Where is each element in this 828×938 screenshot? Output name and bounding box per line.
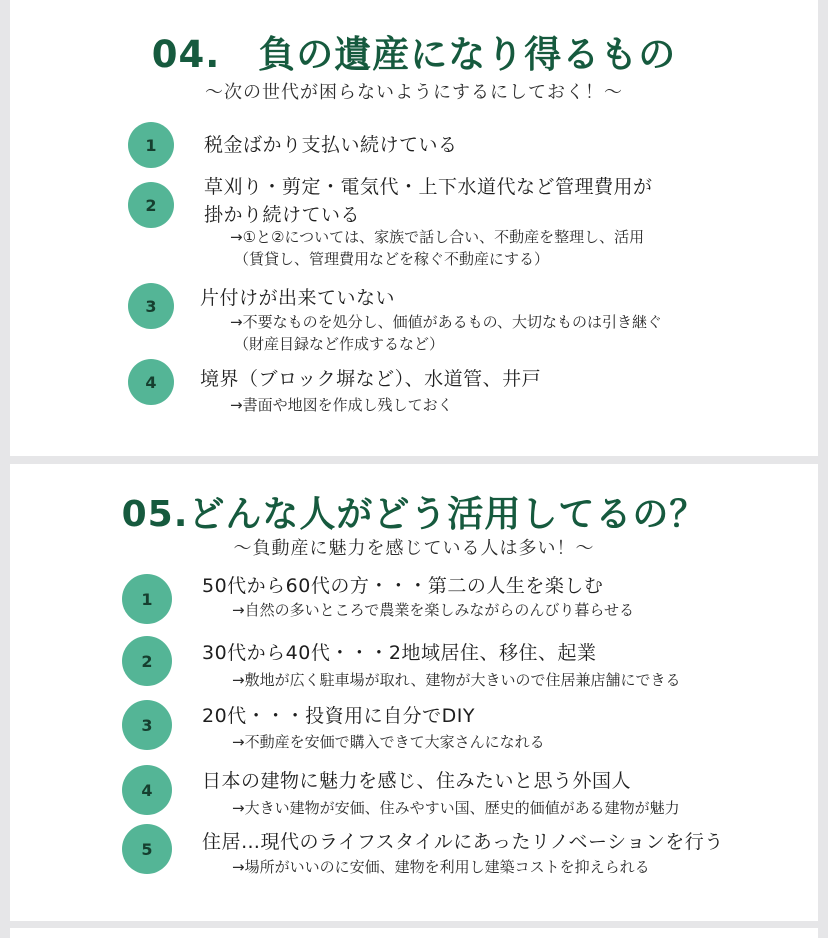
item-text: 20代・・・投資用に自分でDIY: [202, 705, 476, 727]
number-badge: 2: [128, 182, 174, 228]
section-title: 05.どんな人がどう活用してるの？: [121, 494, 707, 535]
item-text: 住居…現代のライフスタイルにあったリノベーションを行う: [202, 831, 724, 853]
item-note: （財産目録など作成するなど）: [234, 335, 445, 353]
item-text: 日本の建物に魅力を感じ、住みたいと思う外国人: [202, 770, 632, 792]
number-badge: 2: [122, 636, 172, 686]
item-note: →敷地が広く駐車場が取れ、建物が大きいので住居兼店舗にできる: [232, 671, 681, 689]
number-badge: 1: [122, 574, 172, 624]
item-note: →不要なものを処分し、価値があるもの、大切なものは引き継ぐ: [230, 313, 662, 331]
item-text: 50代から60代の方・・・第二の人生を楽しむ: [202, 575, 604, 597]
item-note: （賃貸し、管理費用などを稼ぐ不動産にする）: [234, 250, 550, 268]
item-text: 境界（ブロック塀など）、水道管、井戸: [200, 368, 542, 390]
item-note: →大きい建物が安価、住みやすい国、歴史的価値がある建物が魅力: [232, 799, 680, 817]
number-badge: 5: [122, 824, 172, 874]
section-subtitle: ～負動産に魅力を感じている人は多い！～: [233, 538, 595, 559]
next-section-card: [10, 928, 818, 938]
item-text: 30代から40代・・・2地域居住、移住、起業: [202, 642, 597, 664]
section-card-04: [10, 0, 818, 456]
item-text: 税金ばかり支払い続けている: [204, 134, 458, 156]
item-note: →不動産を安価で購入できて大家さんになれる: [232, 733, 545, 751]
number-badge: 1: [128, 122, 174, 168]
section-title: 04. 負の遺産になり得るもの: [151, 33, 677, 76]
item-note: →書面や地図を作成し残しておく: [230, 396, 453, 414]
section-card-05: [10, 464, 818, 921]
item-text: 草刈り・剪定・電気代・上下水道代など管理費用が: [204, 176, 653, 198]
item-text: 片付けが出来ていない: [200, 287, 396, 309]
number-badge: 3: [122, 700, 172, 750]
item-note: →①と②については、家族で話し合い、不動産を整理し、活用: [230, 228, 645, 246]
number-badge: 4: [122, 765, 172, 815]
item-note: →場所がいいのに安価、建物を利用し建築コストを抑えられる: [232, 858, 650, 876]
number-badge: 4: [128, 359, 174, 405]
item-text: 掛かり続けている: [204, 204, 361, 226]
section-subtitle: ～次の世代が困らないようにするにしておく！～: [205, 82, 623, 103]
item-note: →自然の多いところで農業を楽しみながらのんびり暮らせる: [232, 601, 634, 619]
number-badge: 3: [128, 283, 174, 329]
